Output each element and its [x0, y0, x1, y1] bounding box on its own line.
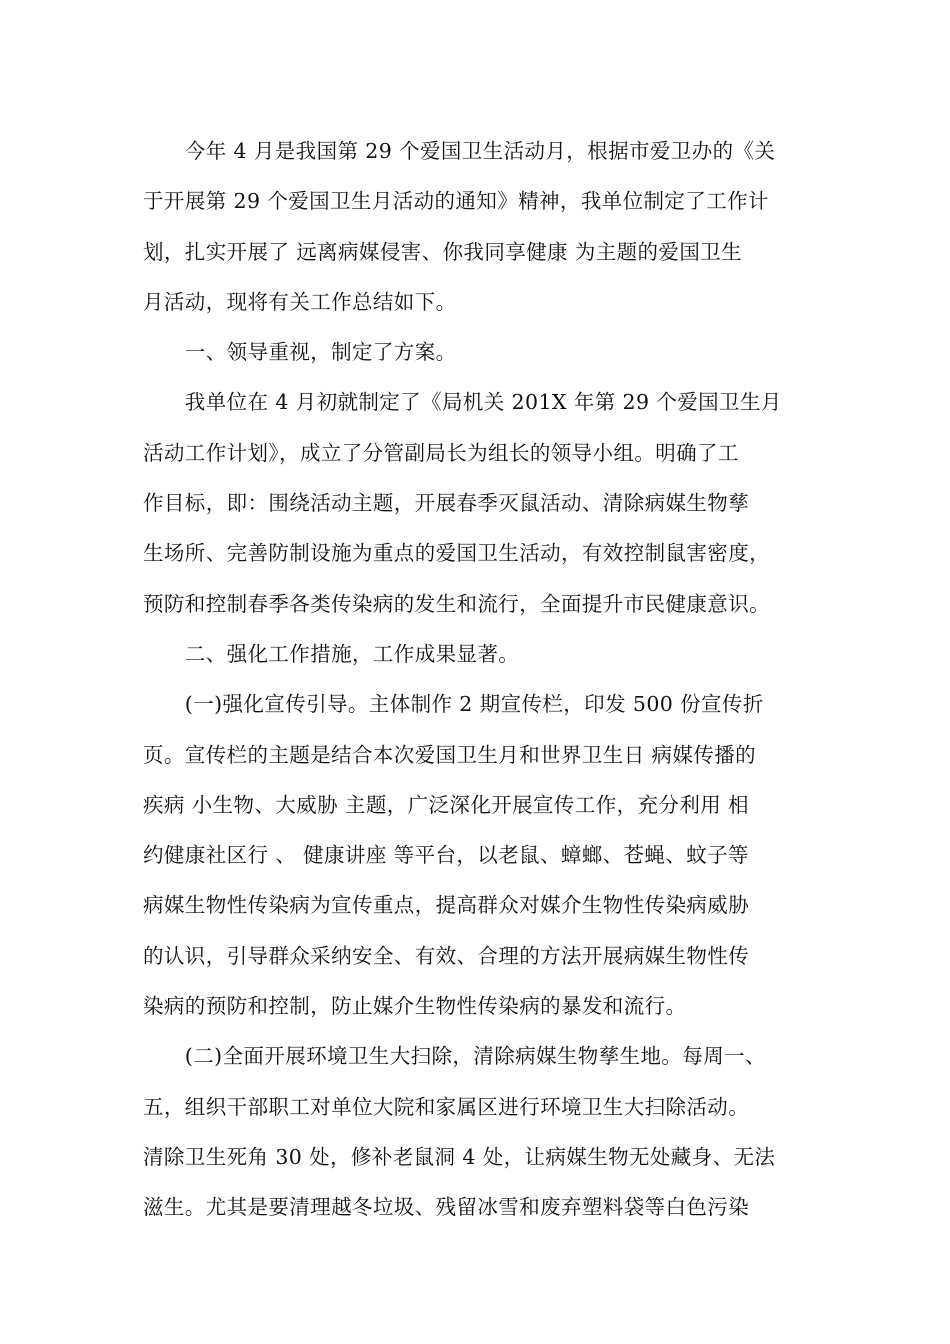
- text-line: 今年 4 月是我国第 29 个爱国卫生活动月，根据市爱卫办的《关: [143, 139, 776, 163]
- text-line: (一)强化宣传引导。主体制作 2 期宣传栏，印发 500 份宣传折: [143, 692, 764, 717]
- text-line: 五，组织干部职工对单位大院和家属区进行环境卫生大扫除活动。: [143, 1094, 750, 1119]
- text-line: 病媒生物性传染病为宣传重点，提高群众对媒介生物性传染病威胁: [143, 893, 750, 918]
- text-line: 月活动，现将有关工作总结如下。: [143, 289, 457, 314]
- section-heading: 二、强化工作措施，工作成果显著。: [143, 641, 520, 666]
- text-line: 活动工作计划》，成立了分管副局长为组长的领导小组。明确了工: [143, 440, 739, 465]
- text-line: 于开展第 29 个爱国卫生月活动的通知》精神，我单位制定了工作计: [143, 189, 769, 214]
- text-line: 约健康社区行 、 健康讲座 等平台，以老鼠、蟑螂、苍蝇、蚊子等: [143, 843, 749, 868]
- document-body: [143, 126, 809, 1233]
- text-line: (二)全面开展环境卫生大扫除，清除病媒生物孳生地。每周一、: [143, 1044, 766, 1069]
- text-line: 生场所、完善防制设施为重点的爱国卫生活动，有效控制鼠害密度，: [143, 541, 770, 566]
- text-line: 页。宣传栏的主题是结合本次爱国卫生月和世界卫生日 病媒传播的: [143, 742, 757, 767]
- text-line: 划，扎实开展了 远离病媒侵害、你我同享健康 为主题的爱国卫生: [143, 239, 743, 264]
- text-line: 染病的预防和控制，防止媒介生物性传染病的暴发和流行。: [143, 994, 687, 1019]
- text-line: 疾病 小生物、大威胁 主题，广泛深化开展宣传工作，充分利用 相: [143, 792, 749, 817]
- section-heading: 一、领导重视，制定了方案。: [143, 340, 457, 365]
- text-line: 滋生。尤其是要清理越冬垃圾、残留冰雪和废弃塑料袋等白色污染: [143, 1195, 750, 1220]
- text-line: 我单位在 4 月初就制定了《局机关 201X 年第 29 个爱国卫生月: [143, 390, 782, 415]
- text-line: 预防和控制春季各类传染病的发生和流行，全面提升市民健康意识。: [143, 591, 770, 616]
- text-line: 的认识，引导群众采纳安全、有效、合理的方法开展病媒生物性传: [143, 943, 750, 968]
- text-line: 作目标，即：围绕活动主题，开展春季灭鼠活动、清除病媒生物孳: [143, 491, 750, 516]
- text-line: 清除卫生死角 30 处，修补老鼠洞 4 处，让病媒生物无处藏身、无法: [143, 1144, 776, 1169]
